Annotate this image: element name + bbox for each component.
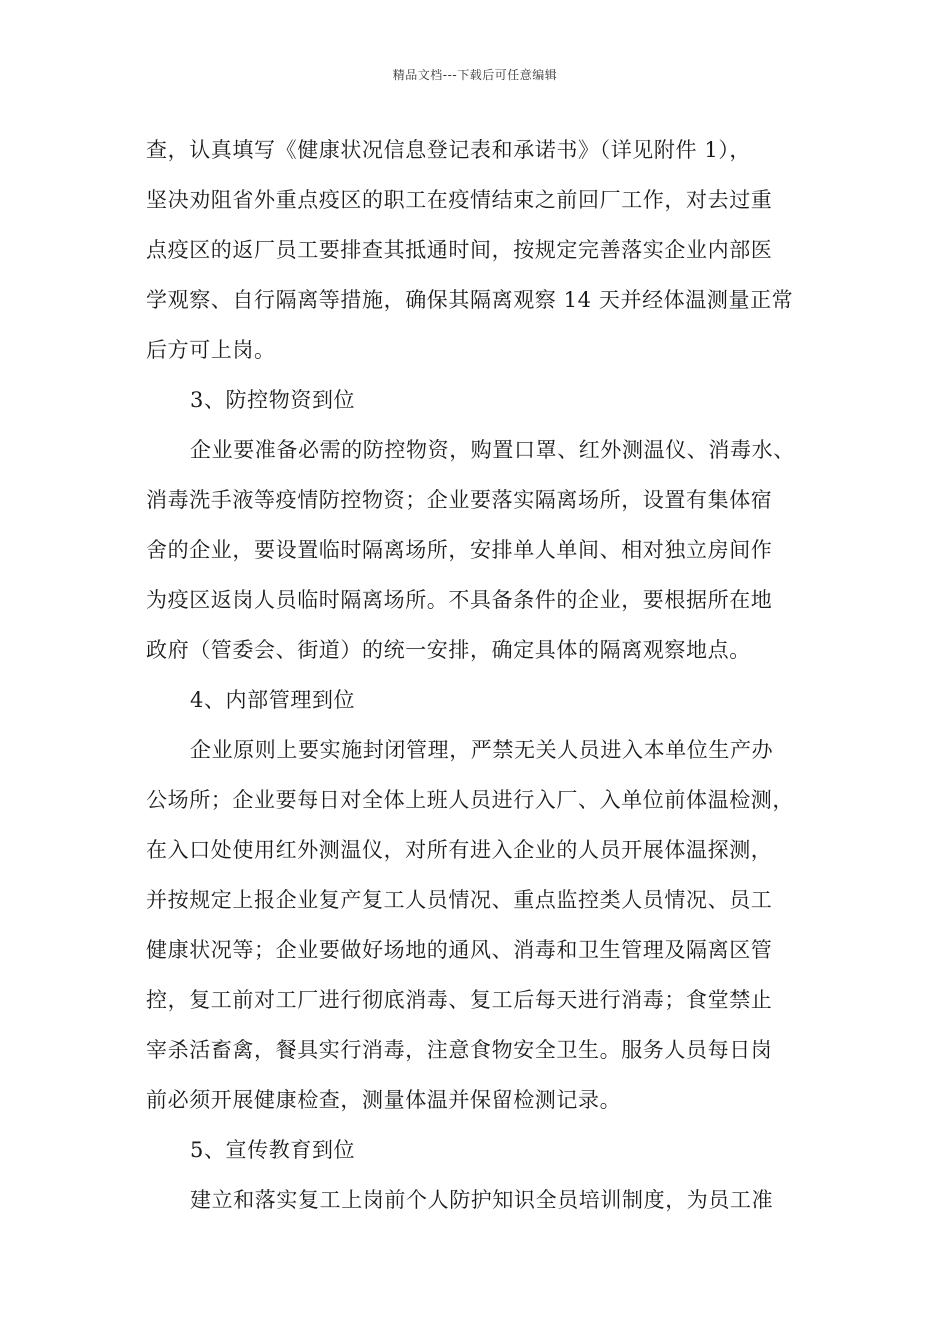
body-line: 为疫区返岗人员临时隔离场所。不具备条件的企业，要根据所在地 [146,588,773,612]
body-line: 宰杀活畜禽，餐具实行消毒，注意食物安全卫生。服务人员每日岗 [146,1038,773,1062]
body-line: 学观察、自行隔离等措施，确保其隔离观察 14 天并经体温测量正常 [146,288,794,312]
section-heading: 4、内部管理到位 [190,688,356,712]
body-line: 健康状况等；企业要做好场地的通风、消毒和卫生管理及隔离区管 [146,938,773,962]
body-line: 政府（管委会、街道）的统一安排，确定具体的隔离观察地点。 [146,638,751,662]
page-header: 精品文档---下载后可任意编辑 [392,68,558,82]
body-line: 在入口处使用红外测温仪，对所有进入企业的人员开展体温探测， [146,838,773,862]
body-line: 并按规定上报企业复产复工人员情况、重点监控类人员情况、员工 [146,888,773,912]
body-line: 企业原则上要实施封闭管理，严禁无关人员进入本单位生产办 [190,738,774,762]
body-line: 坚决劝阻省外重点疫区的职工在疫情结束之前回厂工作，对去过重 [146,188,773,212]
body-line: 后方可上岗。 [146,338,276,362]
body-line: 查，认真填写《健康状况信息登记表和承诺书》（详见附件 1）， [146,138,752,162]
body-line: 消毒洗手液等疫情防控物资；企业要落实隔离场所，设置有集体宿 [146,488,773,512]
body-line: 企业要准备必需的防控物资，购置口罩、红外测温仪、消毒水、 [190,438,795,462]
body-line: 点疫区的返厂员工要排查其抵通时间，按规定完善落实企业内部医 [146,238,773,262]
body-line: 舍的企业，要设置临时隔离场所，安排单人单间、相对独立房间作 [146,538,773,562]
body-line: 前必须开展健康检查，测量体温并保留检测记录。 [146,1088,622,1112]
section-heading: 5、宣传教育到位 [190,1138,356,1162]
body-line: 建立和落实复工上岗前个人防护知识全员培训制度，为员工准 [190,1188,774,1212]
body-line: 公场所；企业要每日对全体上班人员进行入厂、入单位前体温检测， [146,788,794,812]
section-heading: 3、防控物资到位 [190,388,356,412]
body-line: 控，复工前对工厂进行彻底消毒、复工后每天进行消毒；食堂禁止 [146,988,773,1012]
